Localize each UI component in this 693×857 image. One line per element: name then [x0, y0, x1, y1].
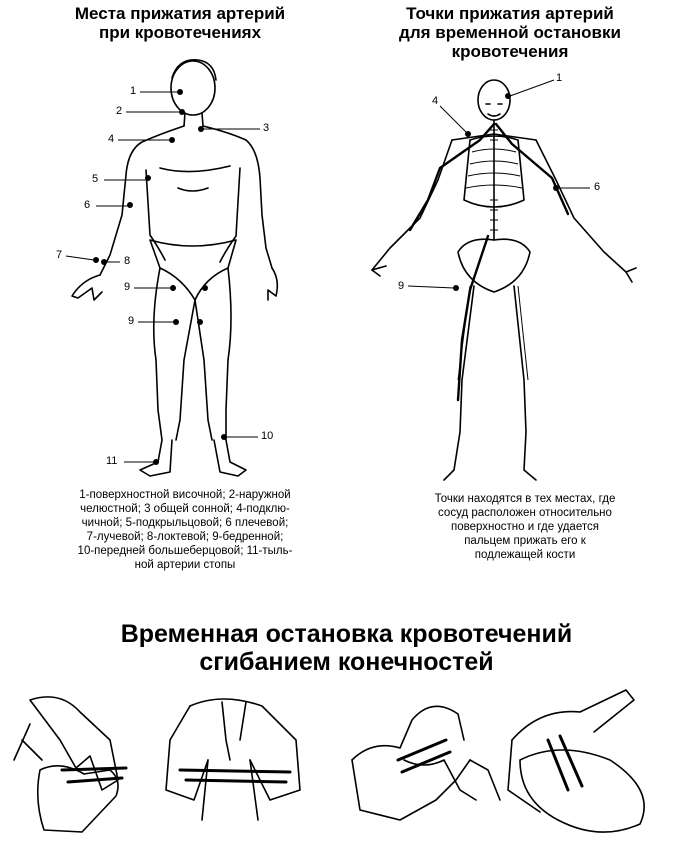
flexion-illustration-shoulders [166, 699, 300, 820]
left-caption-line-4: 7-лучевой; 8-локтевой; 9-бедренной; [86, 531, 284, 543]
right-caption-line-5: подлежащей кости [474, 549, 576, 561]
right-caption-line-1: Точки находятся в тех местах, где [434, 493, 616, 505]
right-marker-9: 9 [398, 280, 405, 292]
right-marker-1: 1 [556, 72, 563, 84]
right-marker-4: 4 [432, 95, 439, 107]
marker-6: 6 [84, 199, 91, 211]
bottom-title-line-1: Временная остановка кровотечений [120, 620, 573, 648]
marker-4: 4 [108, 133, 115, 145]
marker-1: 1 [130, 85, 137, 97]
left-title-line-2: при кровотечениях [98, 23, 262, 42]
right-marker-6: 6 [594, 181, 601, 193]
left-caption-line-1: 1-поверхностной височной; 2-наружной [79, 489, 291, 501]
marker-9-lower: 9 [128, 315, 135, 327]
left-caption-line-6: ной артерии стопы [134, 559, 236, 571]
marker-5: 5 [92, 173, 99, 185]
left-caption-line-2: челюстной; 3 общей сонной; 4-подклю- [80, 503, 290, 515]
marker-2: 2 [116, 105, 123, 117]
right-title-line-3: кровотечения [451, 42, 569, 61]
right-caption-line-4: пальцем прижать его к [464, 535, 586, 547]
right-caption-line-2: сосуд расположен относительно [438, 507, 612, 519]
left-title-line-1: Места прижатия артерий [74, 4, 286, 23]
flexion-illustration-knee [352, 706, 500, 820]
right-title-line-2: для временной остановки [399, 23, 621, 42]
marker-7: 7 [56, 249, 63, 261]
marker-11: 11 [106, 455, 118, 467]
marker-8: 8 [124, 255, 131, 267]
marker-10: 10 [261, 430, 274, 442]
left-caption-line-3: чичной; 5-подкрыльцовой; 6 плечевой; [81, 517, 289, 529]
flexion-illustration-hip [508, 690, 644, 832]
flexion-illustration-arm [14, 697, 126, 832]
marker-3: 3 [263, 122, 270, 134]
right-title-line-1: Точки прижатия артерий [406, 4, 614, 23]
right-caption-line-3: поверхностно и где удается [451, 521, 599, 533]
marker-9-upper: 9 [124, 281, 131, 293]
left-caption-line-5: 10-передней большеберцовой; 11-тыль- [77, 545, 293, 557]
bottom-title-line-2: сгибанием конечностей [199, 648, 494, 676]
